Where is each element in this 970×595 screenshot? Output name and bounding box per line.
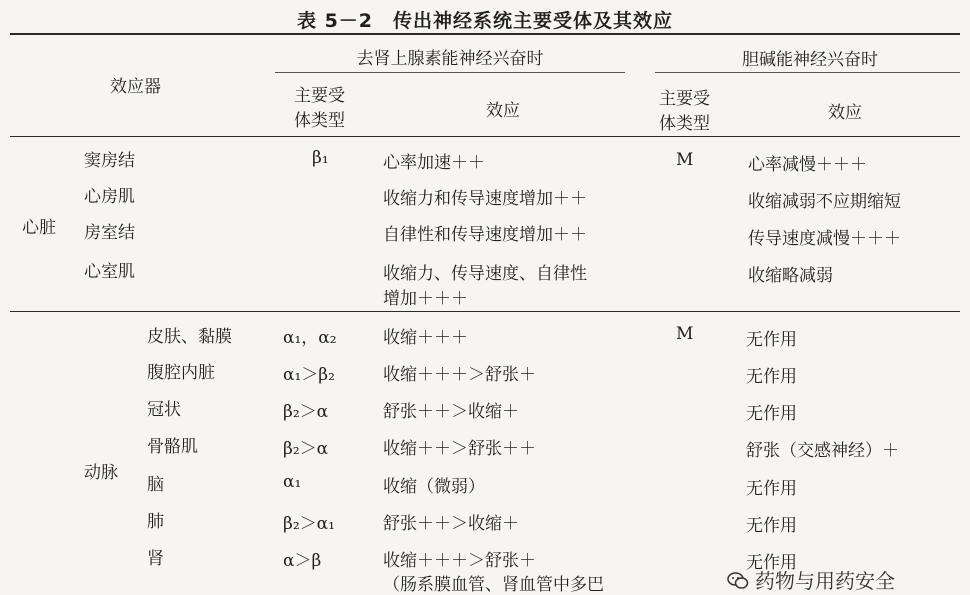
ch-receptor-header-line1: 主要受 bbox=[659, 89, 710, 109]
organ-cell: 冠状 bbox=[147, 400, 181, 420]
table-title: 表 5－2 传出神经系统主要受体及其效应 bbox=[296, 10, 674, 32]
ad-receptor-cell: β₂＞α₁ bbox=[283, 514, 335, 534]
ch-effect-cell: 无作用 bbox=[746, 479, 797, 499]
ad-effect-cell: 心率加速＋＋ bbox=[383, 153, 485, 173]
organ-cell: 房室结 bbox=[84, 223, 135, 243]
organ-cell: 皮肤、黏膜 bbox=[147, 327, 232, 347]
ch-effect-cell: 收缩略减弱 bbox=[748, 266, 833, 286]
ad-effect-cell-line2: 增加＋＋＋ bbox=[383, 289, 468, 309]
top-rule bbox=[10, 33, 960, 35]
ad-effect-cell: 舒张＋＋＞收缩＋ bbox=[383, 514, 519, 534]
ad-effect-header: 效应 bbox=[486, 101, 520, 121]
ch-receptor-cell: M bbox=[676, 150, 694, 170]
ch-effect-cell: 无作用 bbox=[746, 516, 797, 536]
organ-cell: 脑 bbox=[147, 475, 164, 495]
section-rule bbox=[10, 311, 960, 312]
organ-cell: 心室肌 bbox=[84, 262, 135, 282]
ch-effect-cell: 收缩减弱不应期缩短 bbox=[748, 192, 901, 212]
organ-cell: 心房肌 bbox=[84, 187, 135, 207]
ad-effect-cell: 收缩＋＋＋ bbox=[383, 328, 468, 348]
ch-effect-cell: 传导速度减慢＋＋＋ bbox=[748, 229, 901, 249]
ad-receptor-cell: α₁ bbox=[283, 472, 302, 492]
ad-receptor-header-line2: 体类型 bbox=[294, 111, 345, 131]
watermark bbox=[727, 565, 895, 594]
cholinergic-header: 胆碱能神经兴奋时 bbox=[742, 50, 878, 70]
ad-effect-cell: 收缩＋＋＞舒张＋＋ bbox=[383, 439, 536, 459]
header-rule bbox=[10, 136, 960, 137]
ch-receptor-cell: M bbox=[676, 324, 694, 344]
effector-header: 效应器 bbox=[110, 77, 161, 97]
ad-effect-cell-line2: （肠系膜血管、肾血管中多巴 bbox=[383, 575, 604, 595]
ch-effect-cell: 心率减慢＋＋＋ bbox=[748, 155, 867, 175]
ad-effect-cell: 收缩＋＋＋＞舒张＋ bbox=[383, 551, 536, 571]
ch-effect-header: 效应 bbox=[828, 103, 862, 123]
ad-receptor-cell: β₁ bbox=[312, 148, 329, 168]
ad-effect-cell: 自律性和传导速度增加＋＋ bbox=[383, 225, 587, 245]
ch-effect-cell: 舒张（交感神经）＋ bbox=[746, 441, 899, 461]
ad-receptor-cell: β₂＞α bbox=[283, 402, 329, 422]
ad-effect-cell: 收缩＋＋＋＞舒张＋ bbox=[383, 365, 536, 385]
adrenergic-underline bbox=[275, 72, 625, 73]
group-artery: 动脉 bbox=[84, 463, 118, 483]
ad-receptor-cell: α＞β bbox=[283, 551, 322, 571]
ad-receptor-cell: α₁＞β₂ bbox=[283, 365, 335, 385]
ad-receptor-cell: α₁，α₂ bbox=[283, 328, 337, 348]
group-heart: 心脏 bbox=[22, 218, 56, 238]
ad-receptor-cell: β₂＞α bbox=[283, 439, 329, 459]
organ-cell: 腹腔内脏 bbox=[147, 363, 215, 383]
ad-receptor-header-line1: 主要受 bbox=[294, 86, 345, 106]
ch-effect-cell: 无作用 bbox=[746, 367, 797, 387]
ad-effect-cell: 收缩力和传导速度增加＋＋ bbox=[383, 189, 587, 209]
adrenergic-header: 去肾上腺素能神经兴奋时 bbox=[356, 49, 544, 69]
ch-effect-cell: 无作用 bbox=[746, 330, 797, 350]
cholinergic-underline bbox=[655, 72, 960, 73]
organ-cell: 肾 bbox=[147, 549, 164, 569]
wechat-icon bbox=[727, 571, 749, 591]
ch-effect-cell: 无作用 bbox=[746, 404, 797, 424]
ch-receptor-header-line2: 体类型 bbox=[659, 114, 710, 134]
organ-cell: 肺 bbox=[147, 512, 164, 532]
organ-cell: 骨骼肌 bbox=[147, 437, 198, 457]
ad-effect-cell: 收缩力、传导速度、自律性 bbox=[383, 264, 587, 284]
organ-cell: 窦房结 bbox=[84, 151, 135, 171]
watermark-text: 药物与用药安全 bbox=[755, 569, 895, 593]
ad-effect-cell: 舒张＋＋＞收缩＋ bbox=[383, 402, 519, 422]
ch-effect-cell: 无作用 bbox=[746, 553, 797, 573]
ad-effect-cell: 收缩（微弱） bbox=[383, 477, 485, 497]
